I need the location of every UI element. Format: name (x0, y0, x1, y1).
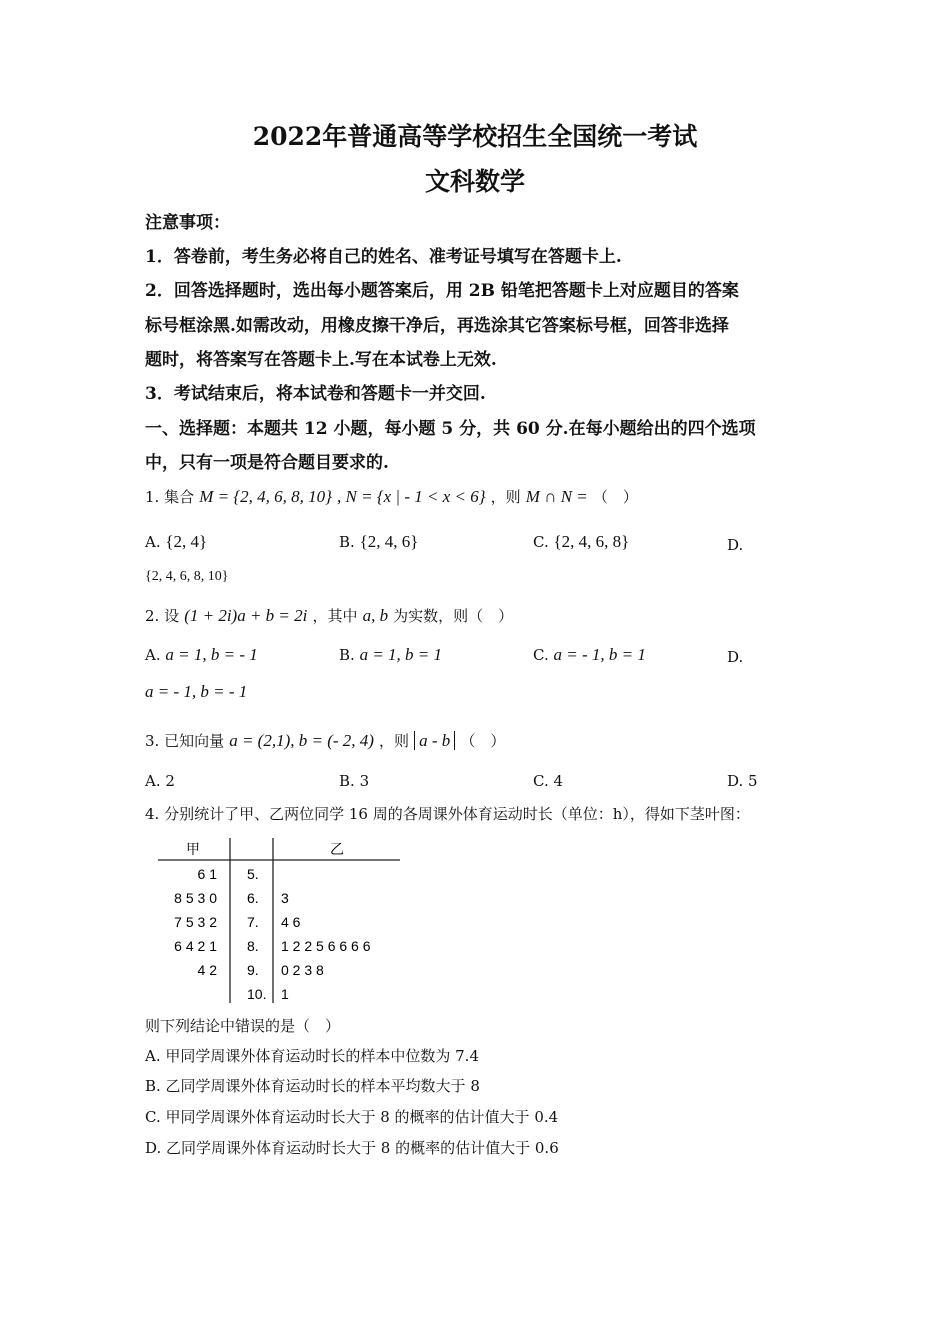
plot-right-leaves: 1 (281, 986, 289, 1002)
q1-option-d[interactable]: D. (727, 536, 744, 554)
plot-left-leaves: 6 4 2 1 (174, 938, 217, 954)
stem-leaf-plot (155, 835, 405, 1007)
plot-left-header: 甲 (186, 841, 200, 857)
q1-expr: M ∩ N = (525, 487, 588, 506)
plot-stem: 10. (247, 986, 267, 1002)
plot-left-leaves: 4 2 (197, 962, 217, 978)
section-heading-cont: 中，只有一项是符合题目要求的. (145, 453, 389, 473)
question-2: 2. 设 (1 + 2i)a + b = 2i ，其中 a, b 为实数，则（ ） (145, 606, 514, 625)
notice-item: 标号框涂黑.如需改动，用橡皮擦干净后，再选涂其它答案标号框，回答非选择 (145, 316, 729, 336)
plot-right-leaves: 3 (281, 890, 289, 906)
notice-item: 3．考试结束后，将本试卷和答题卡一并交回. (145, 384, 486, 404)
q1-set-m: M = {2, 4, 6, 8, 10} (199, 487, 332, 506)
q2-expr: (1 + 2i)a + b = 2i (184, 606, 308, 625)
plot-right-leaves: 4 6 (281, 914, 301, 930)
question-3: 3. 已知向量 a = (2,1), b = (- 2, 4) ，则 a - b （ ） (145, 731, 506, 750)
q3-option-b[interactable]: B. 3 (339, 772, 370, 790)
question-4: 4. 分别统计了甲、乙两位同学 16 周的各周课外体育运动时长（单位：h），得如下茎叶图： (145, 805, 750, 823)
notice-item: 2．回答选择题时，选出每小题答案后，用 2B 铅笔把答题卡上对应题目的答案 (145, 281, 739, 301)
plot-stem: 7. (247, 914, 259, 930)
plot-right-header: 乙 (330, 841, 344, 857)
q1-option-a[interactable]: A. {2, 4} (145, 532, 208, 551)
question-1 (145, 486, 638, 507)
notice-item: 1．答卷前，考生务必将自己的姓名、准考证号填写在答题卡上. (145, 247, 622, 267)
plot-left-leaves: 7 5 3 2 (174, 914, 217, 930)
q4-option-b[interactable]: B. 乙同学周课外体育运动时长的样本平均数大于 8 (145, 1077, 480, 1095)
plot-right-leaves: 0 2 3 8 (281, 962, 324, 978)
notice-heading: 注意事项： (145, 213, 230, 233)
q2-option-a[interactable]: A. a = 1, b = - 1 (145, 645, 258, 664)
q2-option-c[interactable]: C. a = - 1, b = 1 (533, 645, 646, 664)
q3-option-a[interactable]: A. 2 (145, 772, 175, 790)
plot-left-leaves: 6 1 (197, 866, 217, 882)
q2-option-d[interactable]: D. (727, 648, 744, 666)
q2-option-d-value: a = - 1, b = - 1 (145, 682, 248, 701)
q4-question: 则下列结论中错误的是（ ） (145, 1017, 341, 1035)
q1-paren: （ ） (592, 488, 638, 506)
q3-option-d[interactable]: D. 5 (727, 772, 758, 790)
notice-item: 题时，将答案写在答题卡上.写在本试卷上无效. (145, 350, 497, 370)
q4-option-d[interactable]: D. 乙同学周课外体育运动时长大于 8 的概率的估计值大于 0.6 (145, 1139, 559, 1157)
exam-subtitle: 文科数学 (424, 167, 525, 196)
q1-suffix: ，则 (490, 488, 521, 506)
q1-prefix: 1. 集合 (145, 488, 195, 506)
q1-option-d-value: {2, 4, 6, 8, 10} (145, 569, 229, 584)
plot-stem: 9. (247, 962, 259, 978)
plot-stem: 8. (247, 938, 259, 954)
q3-expr: a = (2,1), b = (- 2, 4) (229, 731, 374, 750)
q2-option-b[interactable]: B. a = 1, b = 1 (339, 645, 443, 664)
plot-stem: 6. (247, 890, 259, 906)
q1-set-n: , N = {x | - 1 < x < 6} (337, 487, 486, 506)
section-heading: 一、选择题：本题共 12 小题，每小题 5 分，共 60 分.在每小题给出的四个选项 (145, 419, 756, 439)
q4-option-c[interactable]: C. 甲同学周课外体育运动时长大于 8 的概率的估计值大于 0.4 (145, 1108, 559, 1126)
q4-option-a[interactable]: A. 甲同学周课外体育运动时长的样本中位数为 7.4 (145, 1047, 479, 1065)
exam-title: 2022年普通高等学校招生全国统一考试 (252, 122, 698, 151)
q1-option-b[interactable]: B. {2, 4, 6} (339, 532, 419, 551)
q1-option-c[interactable]: C. {2, 4, 6, 8} (533, 532, 630, 551)
plot-left-leaves: 8 5 3 0 (174, 890, 217, 906)
q2-vars: a, b (362, 606, 389, 625)
plot-stem: 5. (247, 866, 259, 882)
q3-option-c[interactable]: C. 4 (533, 772, 564, 790)
q3-abs-expr: a - b (414, 731, 455, 750)
plot-right-leaves: 1 2 2 5 6 6 6 6 (281, 938, 371, 954)
